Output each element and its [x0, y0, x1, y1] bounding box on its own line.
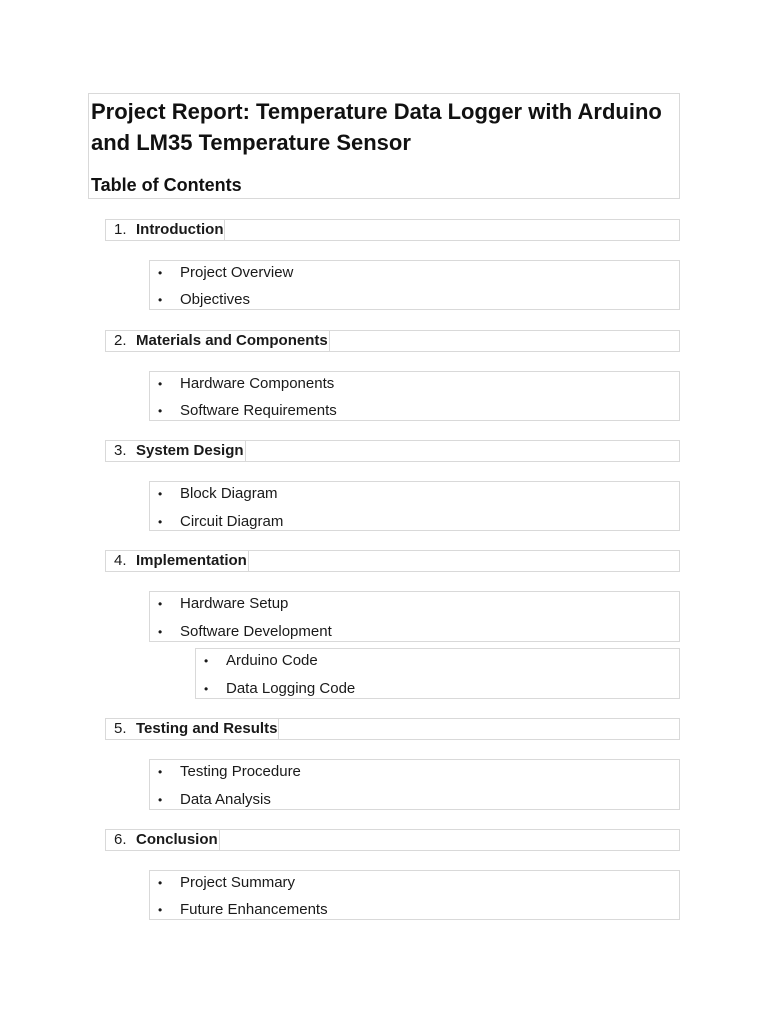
- toc-section-label: System Design: [136, 442, 244, 459]
- list-item-text: Arduino Code: [226, 652, 318, 669]
- bullet-icon: •: [158, 293, 163, 307]
- bullet-icon: •: [204, 654, 209, 668]
- toc-sublist-conclusion: [149, 870, 680, 920]
- toc-section-number: 4.: [114, 552, 127, 569]
- list-item: [150, 399, 679, 423]
- list-item-text: Block Diagram: [180, 485, 278, 502]
- list-item: [150, 871, 679, 895]
- toc-section-number: 3.: [114, 442, 127, 459]
- list-item: [150, 482, 679, 506]
- toc-section-label: Materials and Components: [136, 332, 328, 349]
- toc-section-label: Implementation: [136, 552, 247, 569]
- bullet-icon: •: [204, 682, 209, 696]
- toc-sublist-materials: [149, 371, 680, 421]
- list-item-text: Hardware Setup: [180, 595, 289, 612]
- list-item: [150, 620, 679, 644]
- bullet-icon: •: [158, 625, 163, 639]
- document-title: Project Report: Temperature Data Logger with Arduino and LM35 Temperature Sensor: [91, 99, 662, 155]
- toc-section-number: 6.: [114, 831, 127, 848]
- toc-section-number: 2.: [114, 332, 127, 349]
- list-item: [150, 510, 679, 534]
- list-item-text: Software Requirements: [180, 402, 337, 419]
- list-item: [150, 372, 679, 396]
- bullet-icon: •: [158, 487, 163, 501]
- list-item-text: Software Development: [180, 623, 332, 640]
- list-item: [150, 760, 679, 784]
- list-item-text: Data Logging Code: [226, 680, 356, 697]
- list-item: [150, 288, 679, 312]
- list-item: [196, 677, 679, 701]
- toc-section-conclusion: [105, 829, 680, 851]
- toc-sublist-testing: [149, 759, 680, 810]
- list-item: [150, 261, 679, 285]
- list-item: [196, 649, 679, 673]
- toc-sublist-introduction: [149, 260, 680, 310]
- bullet-icon: •: [158, 903, 163, 917]
- title-block: [88, 93, 680, 199]
- toc-section-testing: [105, 718, 680, 740]
- list-item-text: Data Analysis: [180, 791, 271, 808]
- list-item: [150, 592, 679, 616]
- toc-section-number: 1.: [114, 221, 127, 238]
- toc-heading: Table of Contents: [91, 175, 242, 195]
- toc-section-system-design: [105, 440, 680, 462]
- toc-section-label: Testing and Results: [136, 720, 278, 737]
- list-item-text: Project Overview: [180, 264, 294, 281]
- bullet-icon: •: [158, 793, 163, 807]
- toc-sublist-system-design: [149, 481, 680, 531]
- list-item-text: Testing Procedure: [180, 763, 301, 780]
- toc-section-label: Conclusion: [136, 831, 218, 848]
- bullet-icon: •: [158, 377, 163, 391]
- list-item-text: Circuit Diagram: [180, 513, 284, 530]
- toc-section-introduction: [105, 219, 680, 241]
- toc-nested-sublist-software: [195, 648, 680, 699]
- list-item-text: Objectives: [180, 291, 251, 308]
- toc-sublist-implementation: [149, 591, 680, 642]
- bullet-icon: •: [158, 597, 163, 611]
- bullet-icon: •: [158, 266, 163, 280]
- list-item-text: Project Summary: [180, 874, 296, 891]
- bullet-icon: •: [158, 765, 163, 779]
- list-item: [150, 788, 679, 812]
- toc-section-label: Introduction: [136, 221, 224, 238]
- bullet-icon: •: [158, 876, 163, 890]
- toc-section-implementation: [105, 550, 680, 572]
- list-item-text: Hardware Components: [180, 375, 335, 392]
- toc-section-materials: [105, 330, 680, 352]
- bullet-icon: •: [158, 404, 163, 418]
- list-item-text: Future Enhancements: [180, 901, 328, 918]
- list-item: [150, 898, 679, 922]
- bullet-icon: •: [158, 515, 163, 529]
- toc-section-number: 5.: [114, 720, 127, 737]
